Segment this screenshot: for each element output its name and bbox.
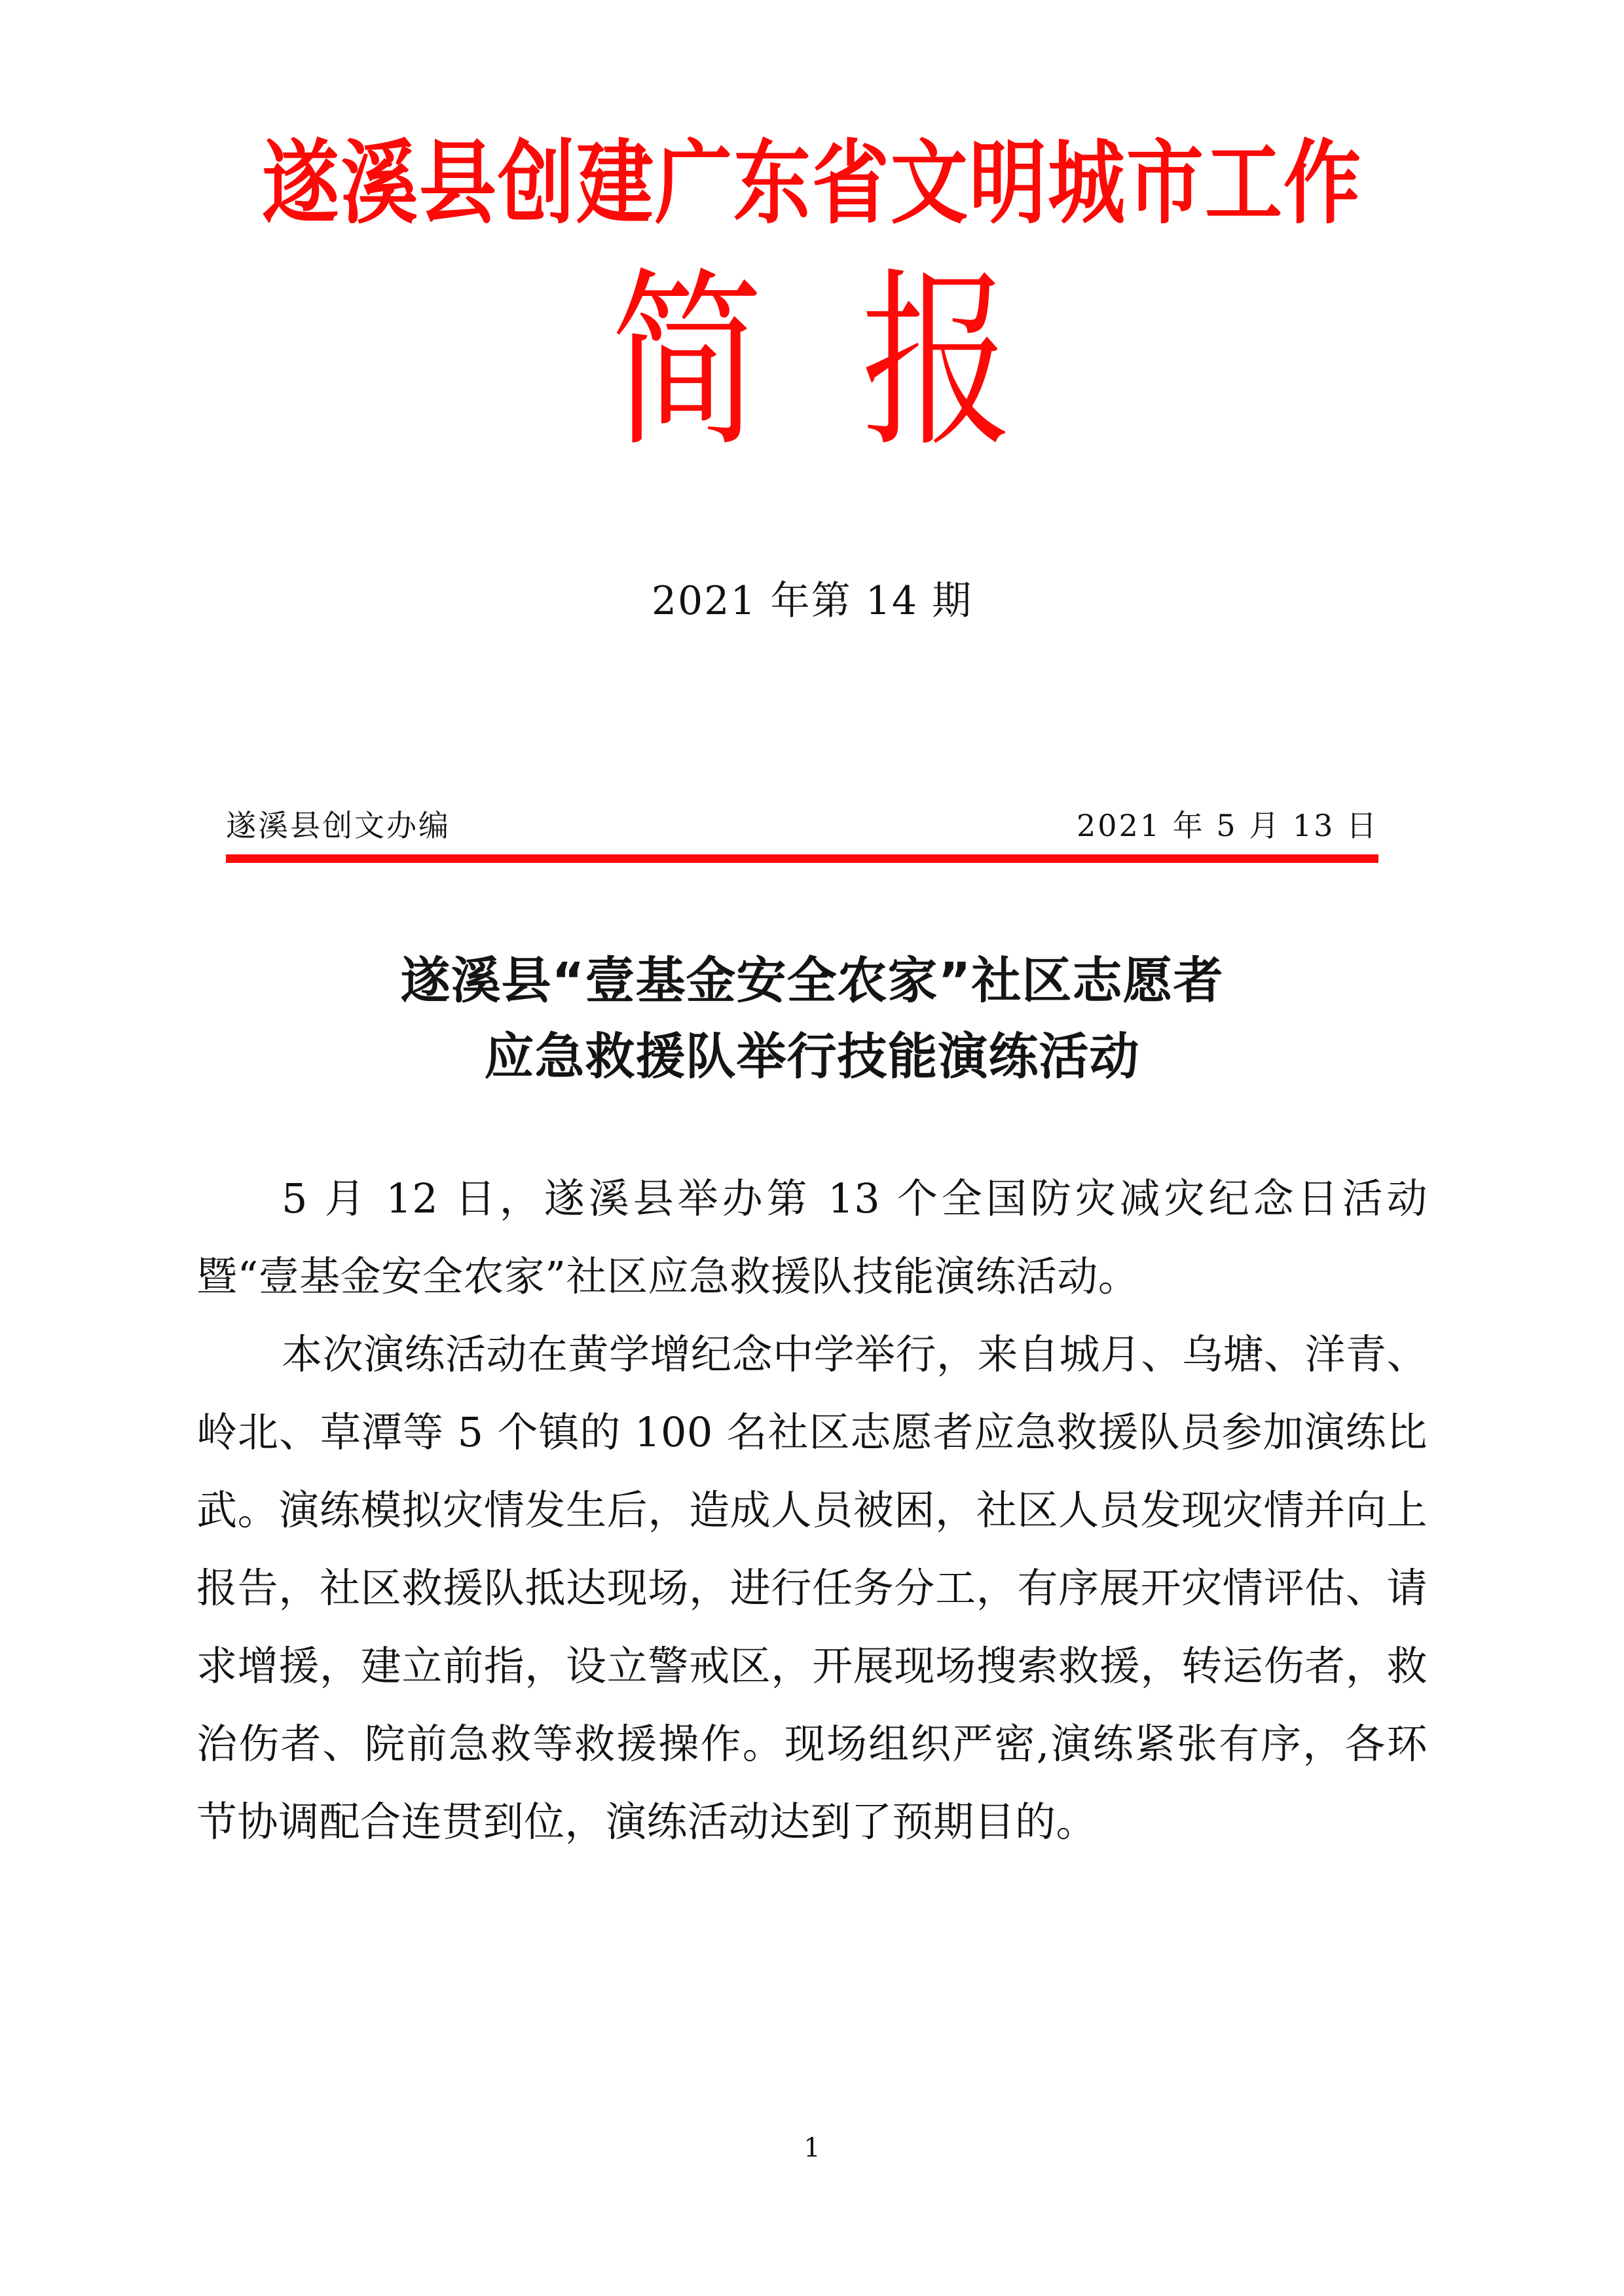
page-number: 1 [803, 2133, 821, 2163]
masthead [0, 0, 1624, 626]
imprint-date: 2021 年 5 月 13 日 [1077, 808, 1378, 843]
article [196, 943, 1428, 1861]
article-paragraph: 5 月 12 日，遂溪县举办第 13 个全国防灾减灾纪念日活动暨“壹基金安全农家”社区应急救援队技能演练活动。 [196, 1175, 1428, 1301]
masthead-title: 遂溪县创建广东省文明城市工作 [261, 130, 1362, 237]
issue-number: 2021 年第 14 期 [651, 578, 973, 624]
article-headline [196, 943, 1428, 1094]
header-divider-rule [226, 854, 1378, 863]
article-headline-line-1: 遂溪县“壹基金安全农家”社区志愿者 [400, 951, 1224, 1010]
article-paragraph: 本次演练活动在黄学增纪念中学举行，来自城月、乌塘、洋青、岭北、草潭等 5 个镇的 100 名社区志愿者应急救援队员参加演练比武。演练模拟灾情发生后，造成人员被困，社区人员发现灾情并向上报告，社区救援队抵达现场，进行任务分工，有序展开灾情评估、请求增援，建立前指，设立警戒区，开展现场搜索救援，转运伤者，救治伤者、院前急救等救援操作。现场组织严密,演练紧张有序，各环节协调配合连贯到位，演练活动达到了预期目的。 [196, 1330, 1428, 1846]
article-body [196, 1159, 1428, 1861]
imprint-row [226, 802, 1378, 845]
imprint-editor: 遂溪县创文办编 [226, 808, 451, 843]
masthead-subtitle: 简报 [610, 251, 1111, 473]
article-headline-line-2: 应急救援队举行技能演练活动 [484, 1027, 1140, 1085]
